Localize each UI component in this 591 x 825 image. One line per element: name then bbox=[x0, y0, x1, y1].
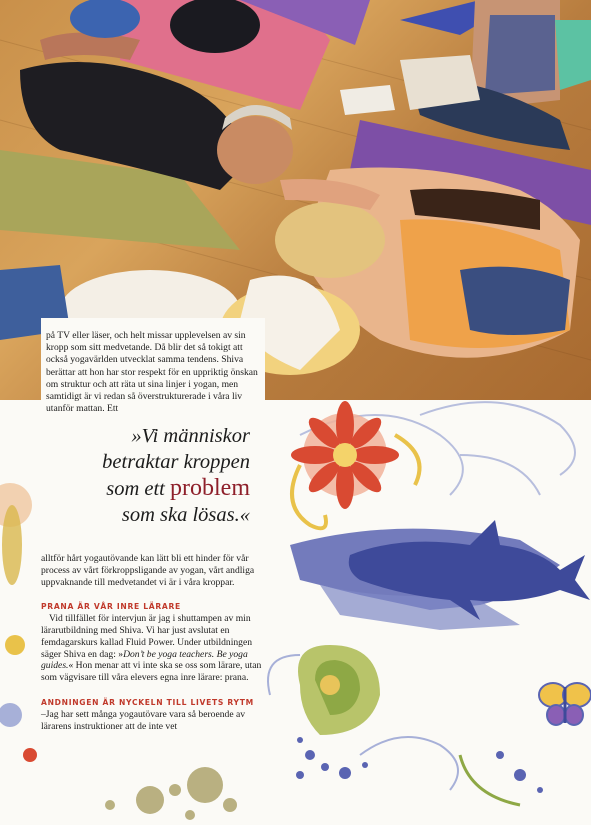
paragraph-2-text-a: Vid tillfället för intervjun är jag i shuttampen av min lärarutbildning med Shiva. Vi har just avslutat en femdagarskurs kallad Fluid Power. Under utbildningen säger Shiva en dag: » bbox=[41, 613, 253, 660]
man-face bbox=[217, 116, 293, 184]
intro-text-block bbox=[41, 318, 265, 415]
blue-shorts bbox=[460, 267, 570, 335]
pull-quote bbox=[90, 423, 250, 528]
quote-line-3-start: som ett bbox=[106, 478, 171, 500]
water-bottle bbox=[340, 85, 395, 115]
intro-paragraph: på TV eller läser, och helt missar upplevelsen av sin kropp som sitt medvetande. Då blir det så tokigt att också yogavärlden utvecklat samma tendens. Shiva berättar att hon har stor respekt för en uppriktig önskan om struktur och att räta ut sina linjer i yogan, men samtidigt är vi redan så överstrukturerade i våra liv utanför mattan. Ett bbox=[46, 330, 258, 415]
body-column bbox=[41, 553, 267, 732]
quote-line-2: betraktar kroppen bbox=[102, 451, 250, 473]
flower-ornament bbox=[291, 401, 399, 509]
body-paragraph-2 bbox=[41, 613, 267, 684]
section-heading-prana: PRANA ÄR VÅR INRE LÄRARE bbox=[41, 602, 181, 612]
quote-line-3 bbox=[90, 475, 250, 502]
body-paragraph-3: –Jag har sett många yogautövare vara så beroende av lärarens instruktioner att de inte vet bbox=[41, 708, 246, 732]
quote-line-4: som ska lösas.« bbox=[121, 504, 250, 526]
olive-splatter bbox=[105, 767, 237, 820]
woman-tank-top bbox=[485, 15, 555, 95]
section-heading-breath: ANDNINGEN ÄR NYCKELN TILL LIVETS RYTM bbox=[41, 697, 254, 707]
quote-highlight: problem bbox=[170, 475, 250, 501]
paragraph-2-text-b: « Hon menar att vi inte ska se oss som lärare, utan som vägvisare till våra elevers egna inre lärare: prana. bbox=[41, 660, 262, 684]
left-ornament bbox=[0, 483, 37, 762]
green-top bbox=[555, 20, 591, 90]
blonde-hair bbox=[275, 202, 385, 278]
butterfly-ornament bbox=[539, 683, 591, 725]
quote-line-1: »Vi människor bbox=[131, 425, 250, 447]
body-paragraph-1: alltför hårt yogautövande kan lätt bli ett hinder för vår process av vårt förkroppsligande av yogan, vårt andliga uppvaknande till medvetandet vi är i våra kroppar. bbox=[41, 553, 255, 588]
paisley-ornament bbox=[298, 645, 380, 735]
paragraph-2-italic: Don’t be yoga teachers. Be yoga guides. bbox=[41, 648, 248, 672]
